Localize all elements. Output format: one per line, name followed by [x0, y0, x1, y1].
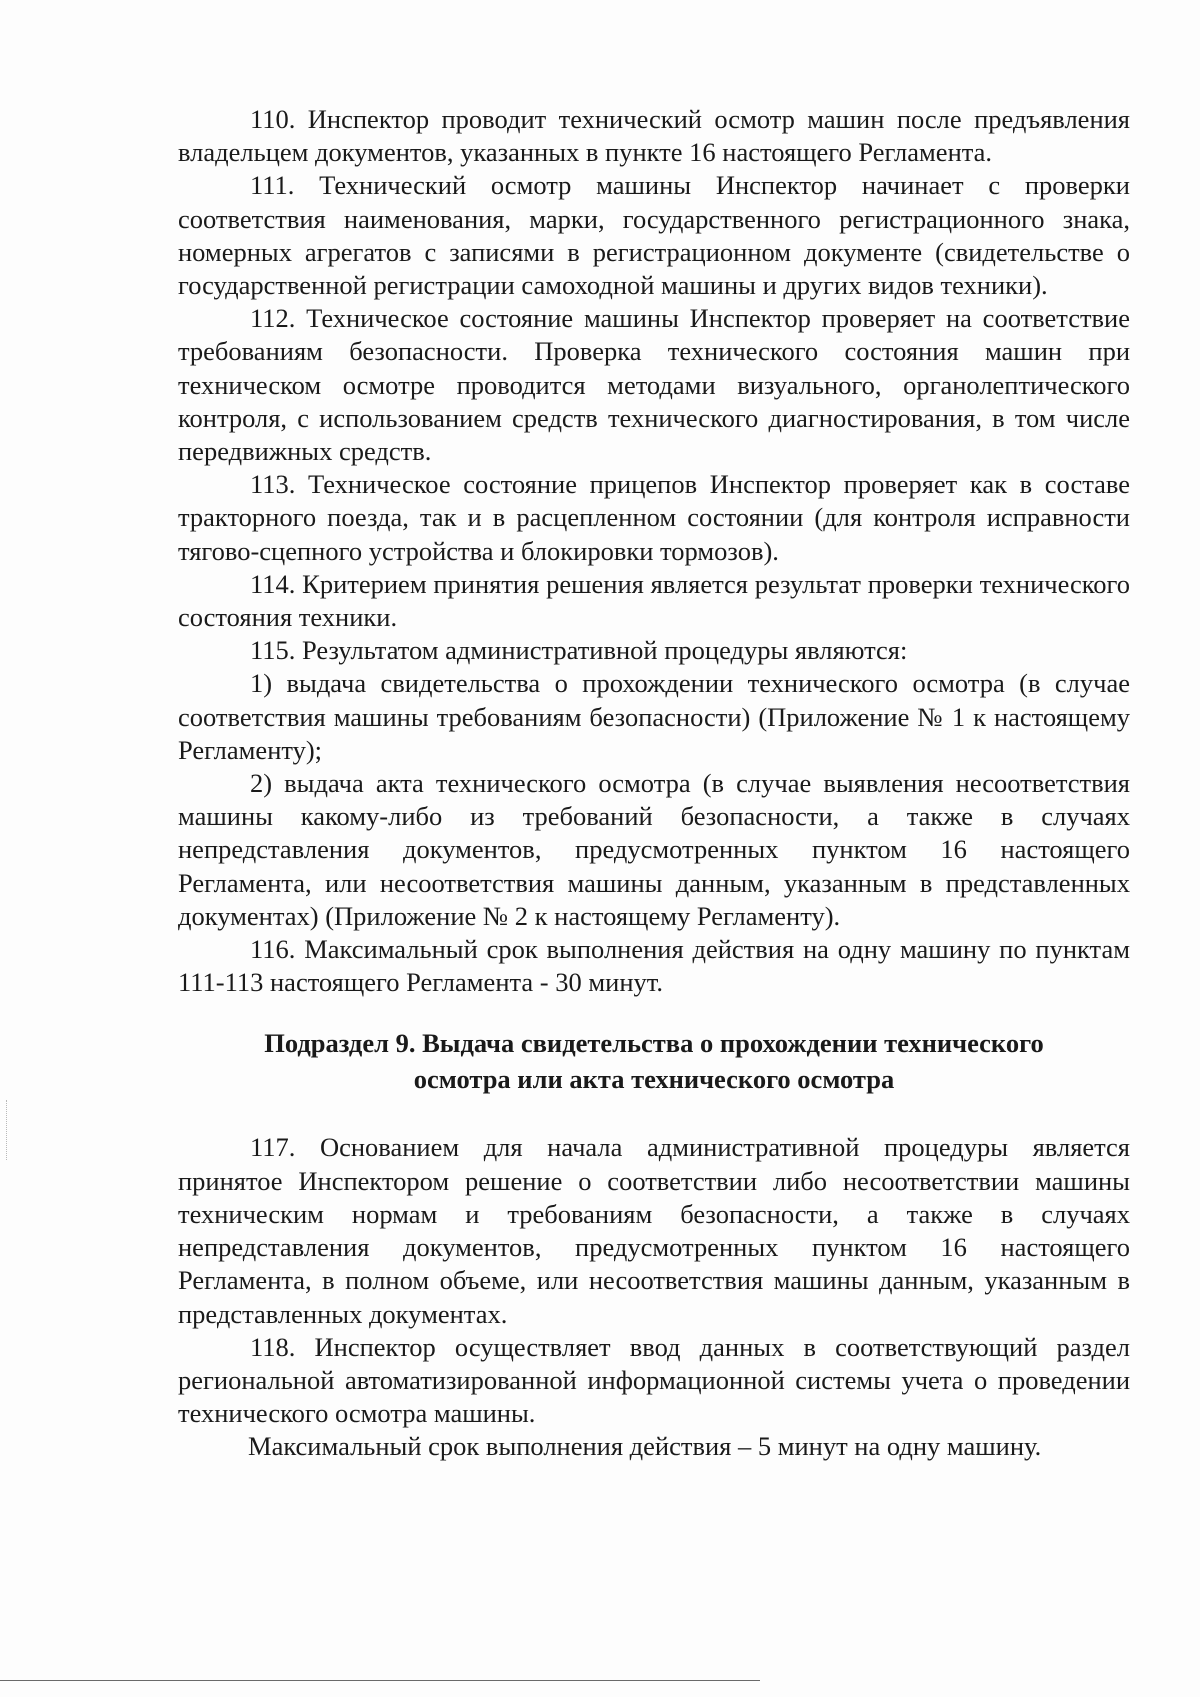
paragraph-112: 112. Техническое состояние машины Инспектор проверяет на соответствие требованиям безопасности. Проверка технического состояния машин при техническом осмотре проводится методами визуального, органолептического контроля, с использованием средств технического диагностирования, в том числе передвижных средств. — [178, 303, 1130, 467]
scan-edge-marks — [6, 1100, 9, 1160]
list-item-1: 1) выдача свидетельства о прохождении технического осмотра (в случае соответствия машины требованиям безопасности) (Приложение № 1 к настоящему Регламенту); — [178, 668, 1130, 765]
paragraph-118: 118. Инспектор осуществляет ввод данных в соответствующий раздел региональной автоматизированной информационной системы учета о проведении технического осмотра машины. — [178, 1331, 1130, 1429]
max-time-note: Максимальный срок выполнения действия – 5 минут на одну машину. — [248, 1431, 1042, 1462]
paragraph-116: 116. Максимальный срок выполнения действия на одну машину по пунктам 111-113 настоящего Регламента - 30 минут. — [178, 934, 1130, 998]
paragraph-110: 110. Инспектор проводит технический осмотр машин после предъявления владельцем документов, указанных в пункте 16 настоящего Регламента. — [178, 104, 1130, 168]
bottom-rule — [0, 1680, 760, 1681]
document-body — [178, 103, 1130, 1464]
paragraph-111: 111. Технический осмотр машины Инспектор начинает с проверки соответствия наименования, марки, государственного регистрационного знака, номерных агрегатов с записями в регистрационном документе (свидетельстве о государственной регистрации самоходной машины и других видов техники). — [178, 170, 1130, 301]
paragraph-114: 114. Критерием принятия решения является результат проверки технического состояния техники. — [178, 568, 1130, 633]
paragraph-117: 117. Основанием для начала административной процедуры является принятое Инспектором решение о соответствии либо несоответствии машины техническим нормам и требованиям безопасности, а также в случаях непредставления документов, предусмотренных пунктом 16 настоящего Регламента, в полном объеме, или несоответствия машины данным, указанным в представленных документах. — [178, 1132, 1130, 1329]
section-heading: Подраздел 9. Выдача свидетельства о прохождении технического осмотра или акта технического осмотра — [264, 1028, 1044, 1095]
paragraph-113: 113. Техническое состояние прицепов Инспектор проверяет как в составе тракторного поезда, так и в расцепленном состоянии (для контроля исправности тягово-сцепного устройства и блокировки тормозов). — [178, 469, 1130, 566]
paragraph-115: 115. Результатом административной процедуры являются: — [250, 635, 908, 666]
list-item-2: 2) выдача акта технического осмотра (в случае выявления несоответствия машины какому-либо из требований безопасности, а также в случаях непредставления документов, предусмотренных пунктом 16 настоящего Регламента, или несоответствия машины данным, указанным в представленных документах) (Приложение № 2 к настоящему Регламенту). — [178, 768, 1130, 931]
